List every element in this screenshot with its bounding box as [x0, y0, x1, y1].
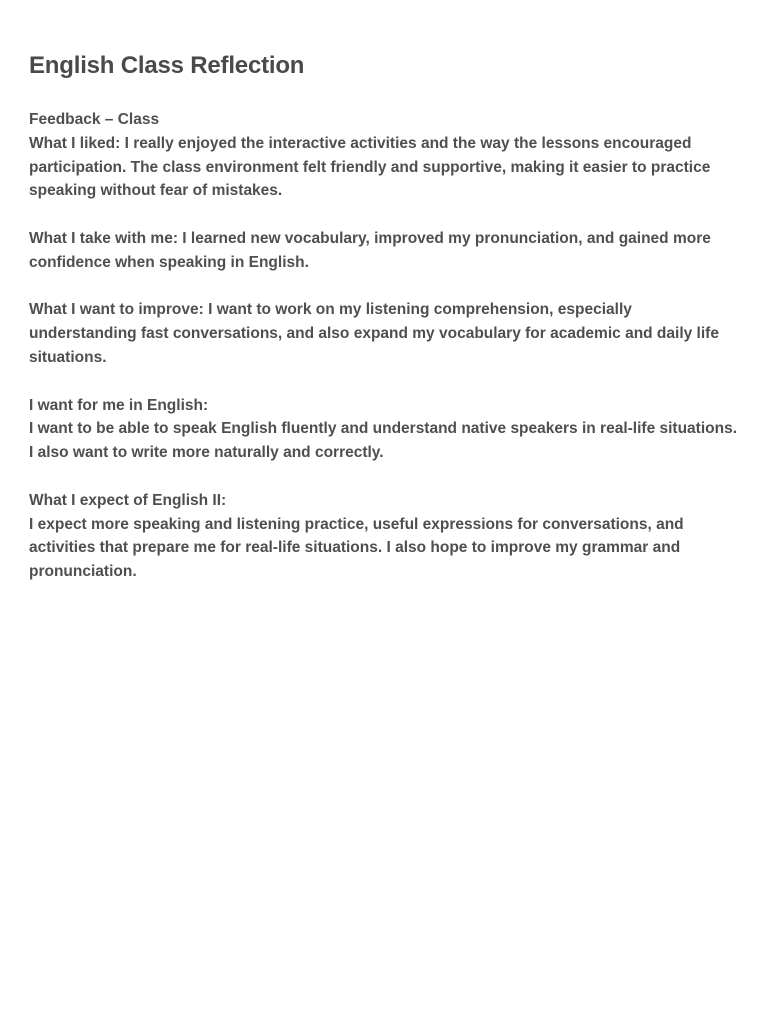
document-body: [29, 108, 741, 584]
document-page: [29, 50, 741, 584]
paragraph-text-take-with-me: What I take with me: I learned new vocabulary, improved my pronunciation, and gained more confidence when speaking in English.: [29, 229, 711, 271]
paragraph-want-english: [29, 394, 741, 465]
paragraph-text-expect-english-ii: I expect more speaking and listening practice, useful expressions for conversations, and activities that prepare me for real-life situations. I also hope to improve my grammar and pronunciation.: [29, 515, 684, 581]
paragraph-text-want-english: I want to be able to speak English fluently and understand native speakers in real-life situations. I also want to write more naturally and correctly.: [29, 420, 737, 462]
section-heading-expect-english-ii: What I expect of English II:: [29, 491, 227, 509]
paragraph-improve: [29, 298, 741, 369]
paragraph-expect-english-ii: [29, 489, 741, 584]
paragraph-text-liked: What I liked: I really enjoyed the interactive activities and the way the lessons encouraged participation. The class environment felt friendly and supportive, making it easier to practice speaking without fear of mistakes.: [29, 134, 711, 200]
paragraph-feedback: [29, 108, 741, 203]
page-title: English Class Reflection: [29, 52, 305, 79]
paragraph-take-with-me: [29, 227, 741, 275]
section-heading-feedback: Feedback – Class: [29, 111, 160, 128]
paragraph-text-improve: What I want to improve: I want to work on my listening comprehension, especially understanding fast conversations, and also expand my vocabulary for academic and daily life situations.: [29, 301, 719, 366]
section-heading-want-english: I want for me in English:: [29, 396, 209, 414]
